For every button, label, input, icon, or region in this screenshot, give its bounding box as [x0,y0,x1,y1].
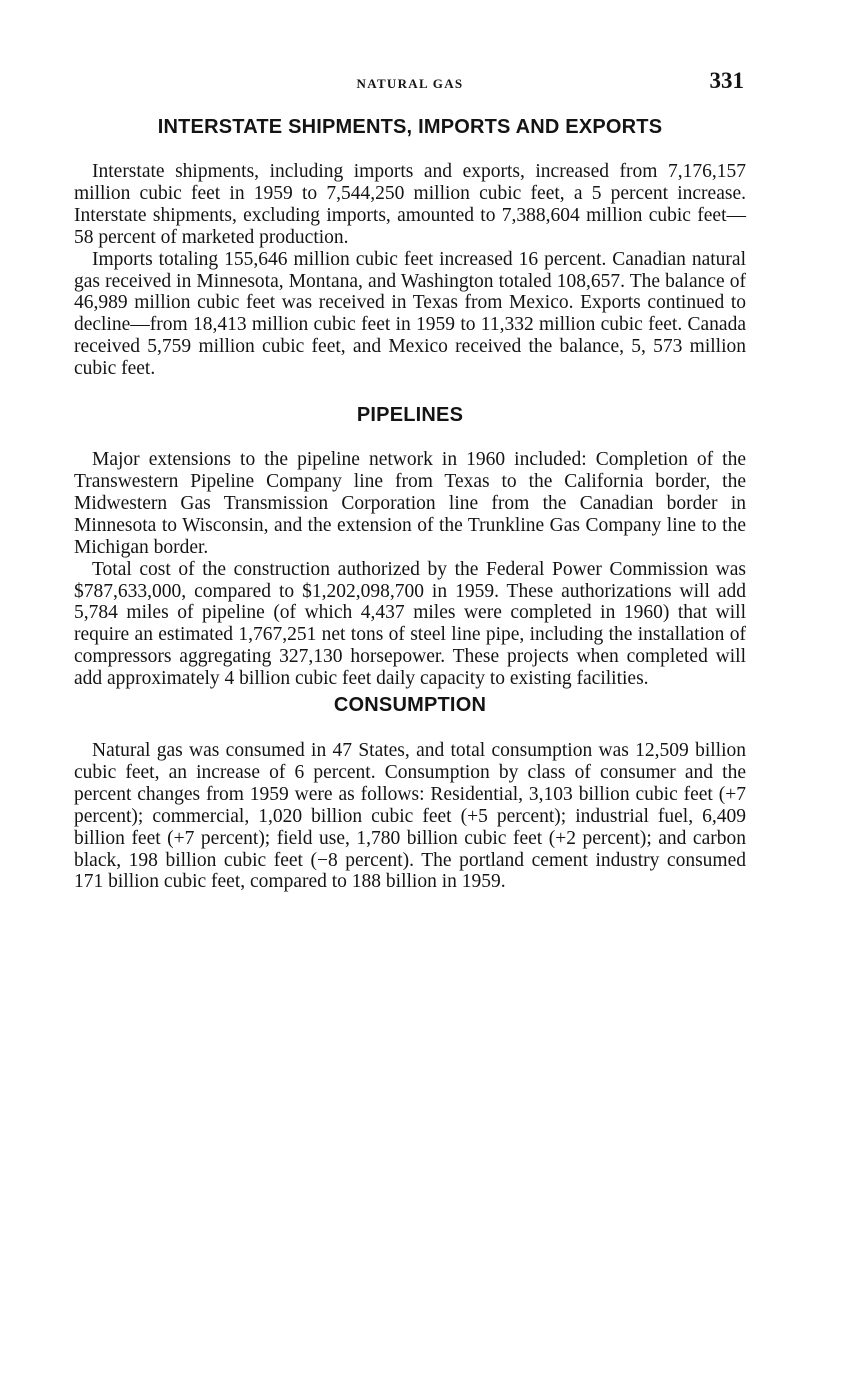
page-number: 331 [709,68,744,93]
section-consumption [74,694,746,893]
paragraph: Imports totaling 155,646 million cubic feet increased 16 percent. Canadian natural gas received in Minnesota, Montana, and Washington totaled 108,657. The balance of 46,989 million cubic feet was received in Texas from Mexico. Exports continued to decline—from 18,413 million cubic feet in 1959 to 11,332 million cubic feet. Canada received 5,759 million cubic feet, and Mexico received the balance, 5, 573 million cubic feet. [74,248,746,380]
running-head [74,66,746,100]
running-title: NATURAL GAS [356,76,464,91]
document-page [74,66,746,893]
paragraph: Interstate shipments, including imports and exports, increased from 7,176,157 million cubic feet in 1959 to 7,544,250 million cubic feet, a 5 percent increase. Interstate shipments, excluding imports, amounted to 7,388,604 million cubic feet—58 percent of marketed production. [74,161,746,248]
paragraph: Natural gas was consumed in 47 States, and total consumption was 12,509 billion cubic feet, an increase of 6 percent. Consumption by class of consumer and the percent changes from 1959 were as follows: Residential, 3,103 billion cubic feet (+7 percent); commercial, 1,020 billion cubic feet (+5 percent); industrial fuel, 6,409 billion feet (+7 percent); field use, 1,780 billion cubic feet (+2 percent); and carbon black, 198 billion cubic feet (−8 percent). The portland cement industry consumed 171 billion cubic feet, compared to 188 billion in 1959. [74,740,746,893]
section-heading: INTERSTATE SHIPMENTS, IMPORTS AND EXPORTS [157,116,663,138]
paragraph: Total cost of the construction authorized by the Federal Power Commission was $787,633,000, compared to $1,202,098,700 in 1959. These authorizations will add 5,784 miles of pipeline (of which 4,437 miles were completed in 1960) that will require an estimated 1,767,251 net tons of steel line pipe, including the installation of compressors aggregating 327,130 horsepower. These projects when completed will add approximately 4 billion cubic feet daily capacity to existing facilities. [74,558,746,690]
section-pipelines [74,404,746,690]
paragraph: Major extensions to the pipeline network in 1960 included: Completion of the Transwestern Pipeline Company line from Texas to the California border, the Midwestern Gas Transmission Corporation line from the Canadian border in Minnesota to Wisconsin, and the extension of the Trunkline Gas Company line to the Michigan border. [74,449,746,558]
section-interstate-shipments [74,116,746,380]
section-heading: PIPELINES [356,404,464,427]
section-heading: CONSUMPTION [333,694,487,717]
